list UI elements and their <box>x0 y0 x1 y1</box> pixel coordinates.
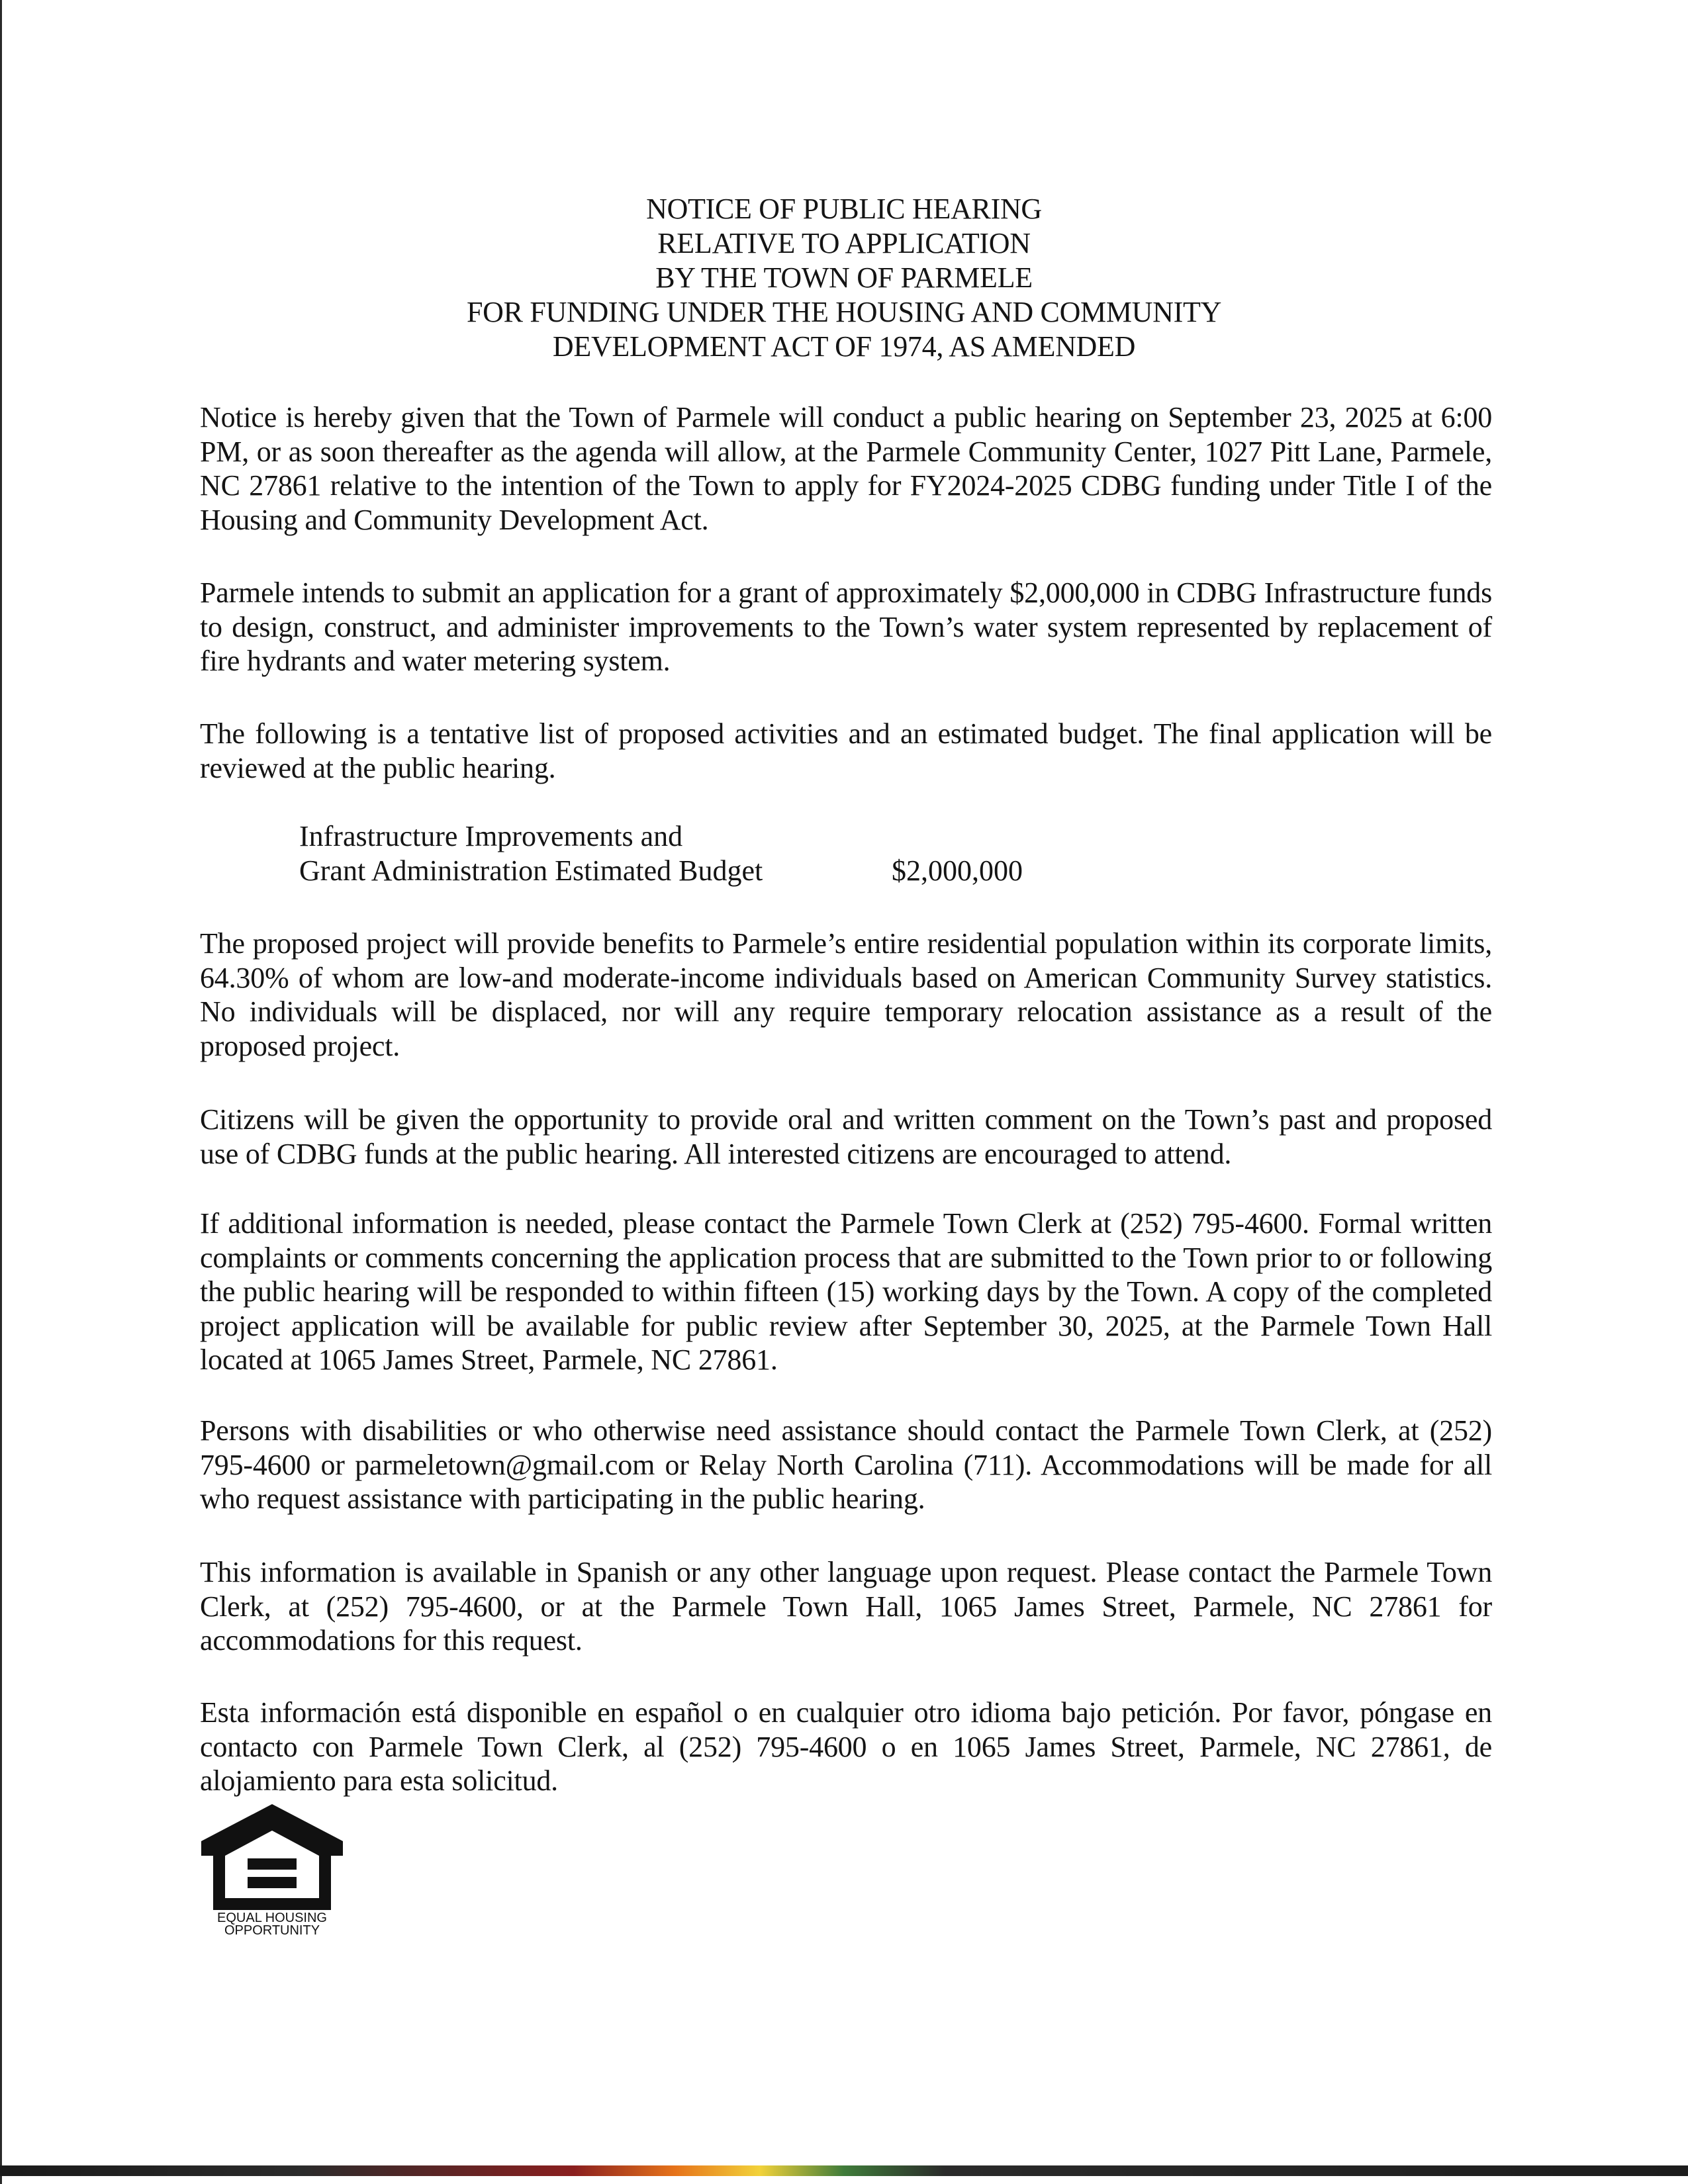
logo-text-line2: OPPORTUNITY <box>224 1923 320 1938</box>
disabilities-paragraph: Persons with disabilities or who otherwise need assistance should contact the Parmele Town Clerk, at (252) 795-4600 or parmeletown@gmail.com or Relay North Carolina (711). Accommodations will be made for all who request assistance with participating in the public hearing. <box>200 1414 1492 1515</box>
contact-info-paragraph: If additional information is needed, please contact the Parmele Town Clerk at (252) 795-4600. Formal written complaints or comments concerning the application process that are submitted to the Town prior to or following the public hearing will be responded to within fifteen (15) working days by the Town. A copy of the completed project application will be available for public review after September 30, 2025, at the Parmele Town Hall located at 1065 James Street, Parmele, NC 27861. <box>200 1207 1492 1376</box>
benefits-paragraph: The proposed project will provide benefits to Parmele’s entire residential population within its corporate limits, 64.30% of whom are low-and moderate-income individuals based on American Community Survey statistics. No individuals will be displaced, nor will any require temporary relocation assistance as a result of the proposed project. <box>200 927 1492 1062</box>
budget-table <box>299 819 1094 888</box>
title-line: DEVELOPMENT ACT OF 1974, AS AMENDED <box>552 330 1136 363</box>
logo-text-line1: EQUAL HOUSING <box>217 1911 327 1925</box>
title-line: NOTICE OF PUBLIC HEARING <box>646 193 1042 225</box>
grant-intent-paragraph: Parmele intends to submit an application for a grant of approximately $2,000,000 in CDBG Infrastructure funds to design, construct, and administer improvements to the Town’s water system represented by replacement of fire hydrants and water metering system. <box>200 576 1492 677</box>
equal-housing-house-icon <box>201 1804 343 1910</box>
budget-label-line1: Infrastructure Improvements and <box>299 820 683 852</box>
activities-intro-paragraph: The following is a tentative list of proposed activities and an estimated budget. The final application will be reviewed at the public hearing. <box>200 717 1492 784</box>
budget-label-line2: Grant Administration Estimated Budget <box>299 854 763 887</box>
citizen-comment-paragraph: Citizens will be given the opportunity to provide oral and written comment on the Town’s past and proposed use of CDBG funds at the public hearing. All interested citizens are encouraged to attend. <box>200 1103 1492 1170</box>
title-line: RELATIVE TO APPLICATION <box>657 227 1031 259</box>
budget-row <box>299 819 1094 854</box>
equal-housing-opportunity-logo <box>196 1799 348 1938</box>
budget-row <box>299 854 1094 888</box>
spanish-paragraph: Esta información está disponible en español o en cualquier otro idioma bajo petición. Por favor, póngase en contacto con Parmele Town Clerk, al (252) 795-4600 o en 1065 James Street, Parmele, NC 27861, de alojamiento para esta solicitud. <box>200 1696 1492 1797</box>
hearing-notice-paragraph: Notice is hereby given that the Town of Parmele will conduct a public hearing on September 23, 2025 at 6:00 PM, or as soon thereafter as the agenda will allow, at the Parmele Community Center, 1027 Pitt Lane, Parmele, NC 27861 relative to the intention of the Town to apply for FY2024-2025 CDBG funding under Title I of the Housing and Community Development Act. <box>200 401 1492 536</box>
scan-edge-strip <box>0 2165 1688 2176</box>
title-line: BY THE TOWN OF PARMELE <box>655 261 1033 294</box>
notice-title <box>0 192 1688 364</box>
budget-amount: $2,000,000 <box>892 854 1023 887</box>
title-line: FOR FUNDING UNDER THE HOUSING AND COMMUNITY <box>466 296 1222 328</box>
language-paragraph: This information is available in Spanish or any other language upon request. Please contact the Parmele Town Clerk, at (252) 795-4600, or at the Parmele Town Hall, 1065 James Street, Parmele, NC 27861 for accommodations for this request. <box>200 1556 1492 1657</box>
